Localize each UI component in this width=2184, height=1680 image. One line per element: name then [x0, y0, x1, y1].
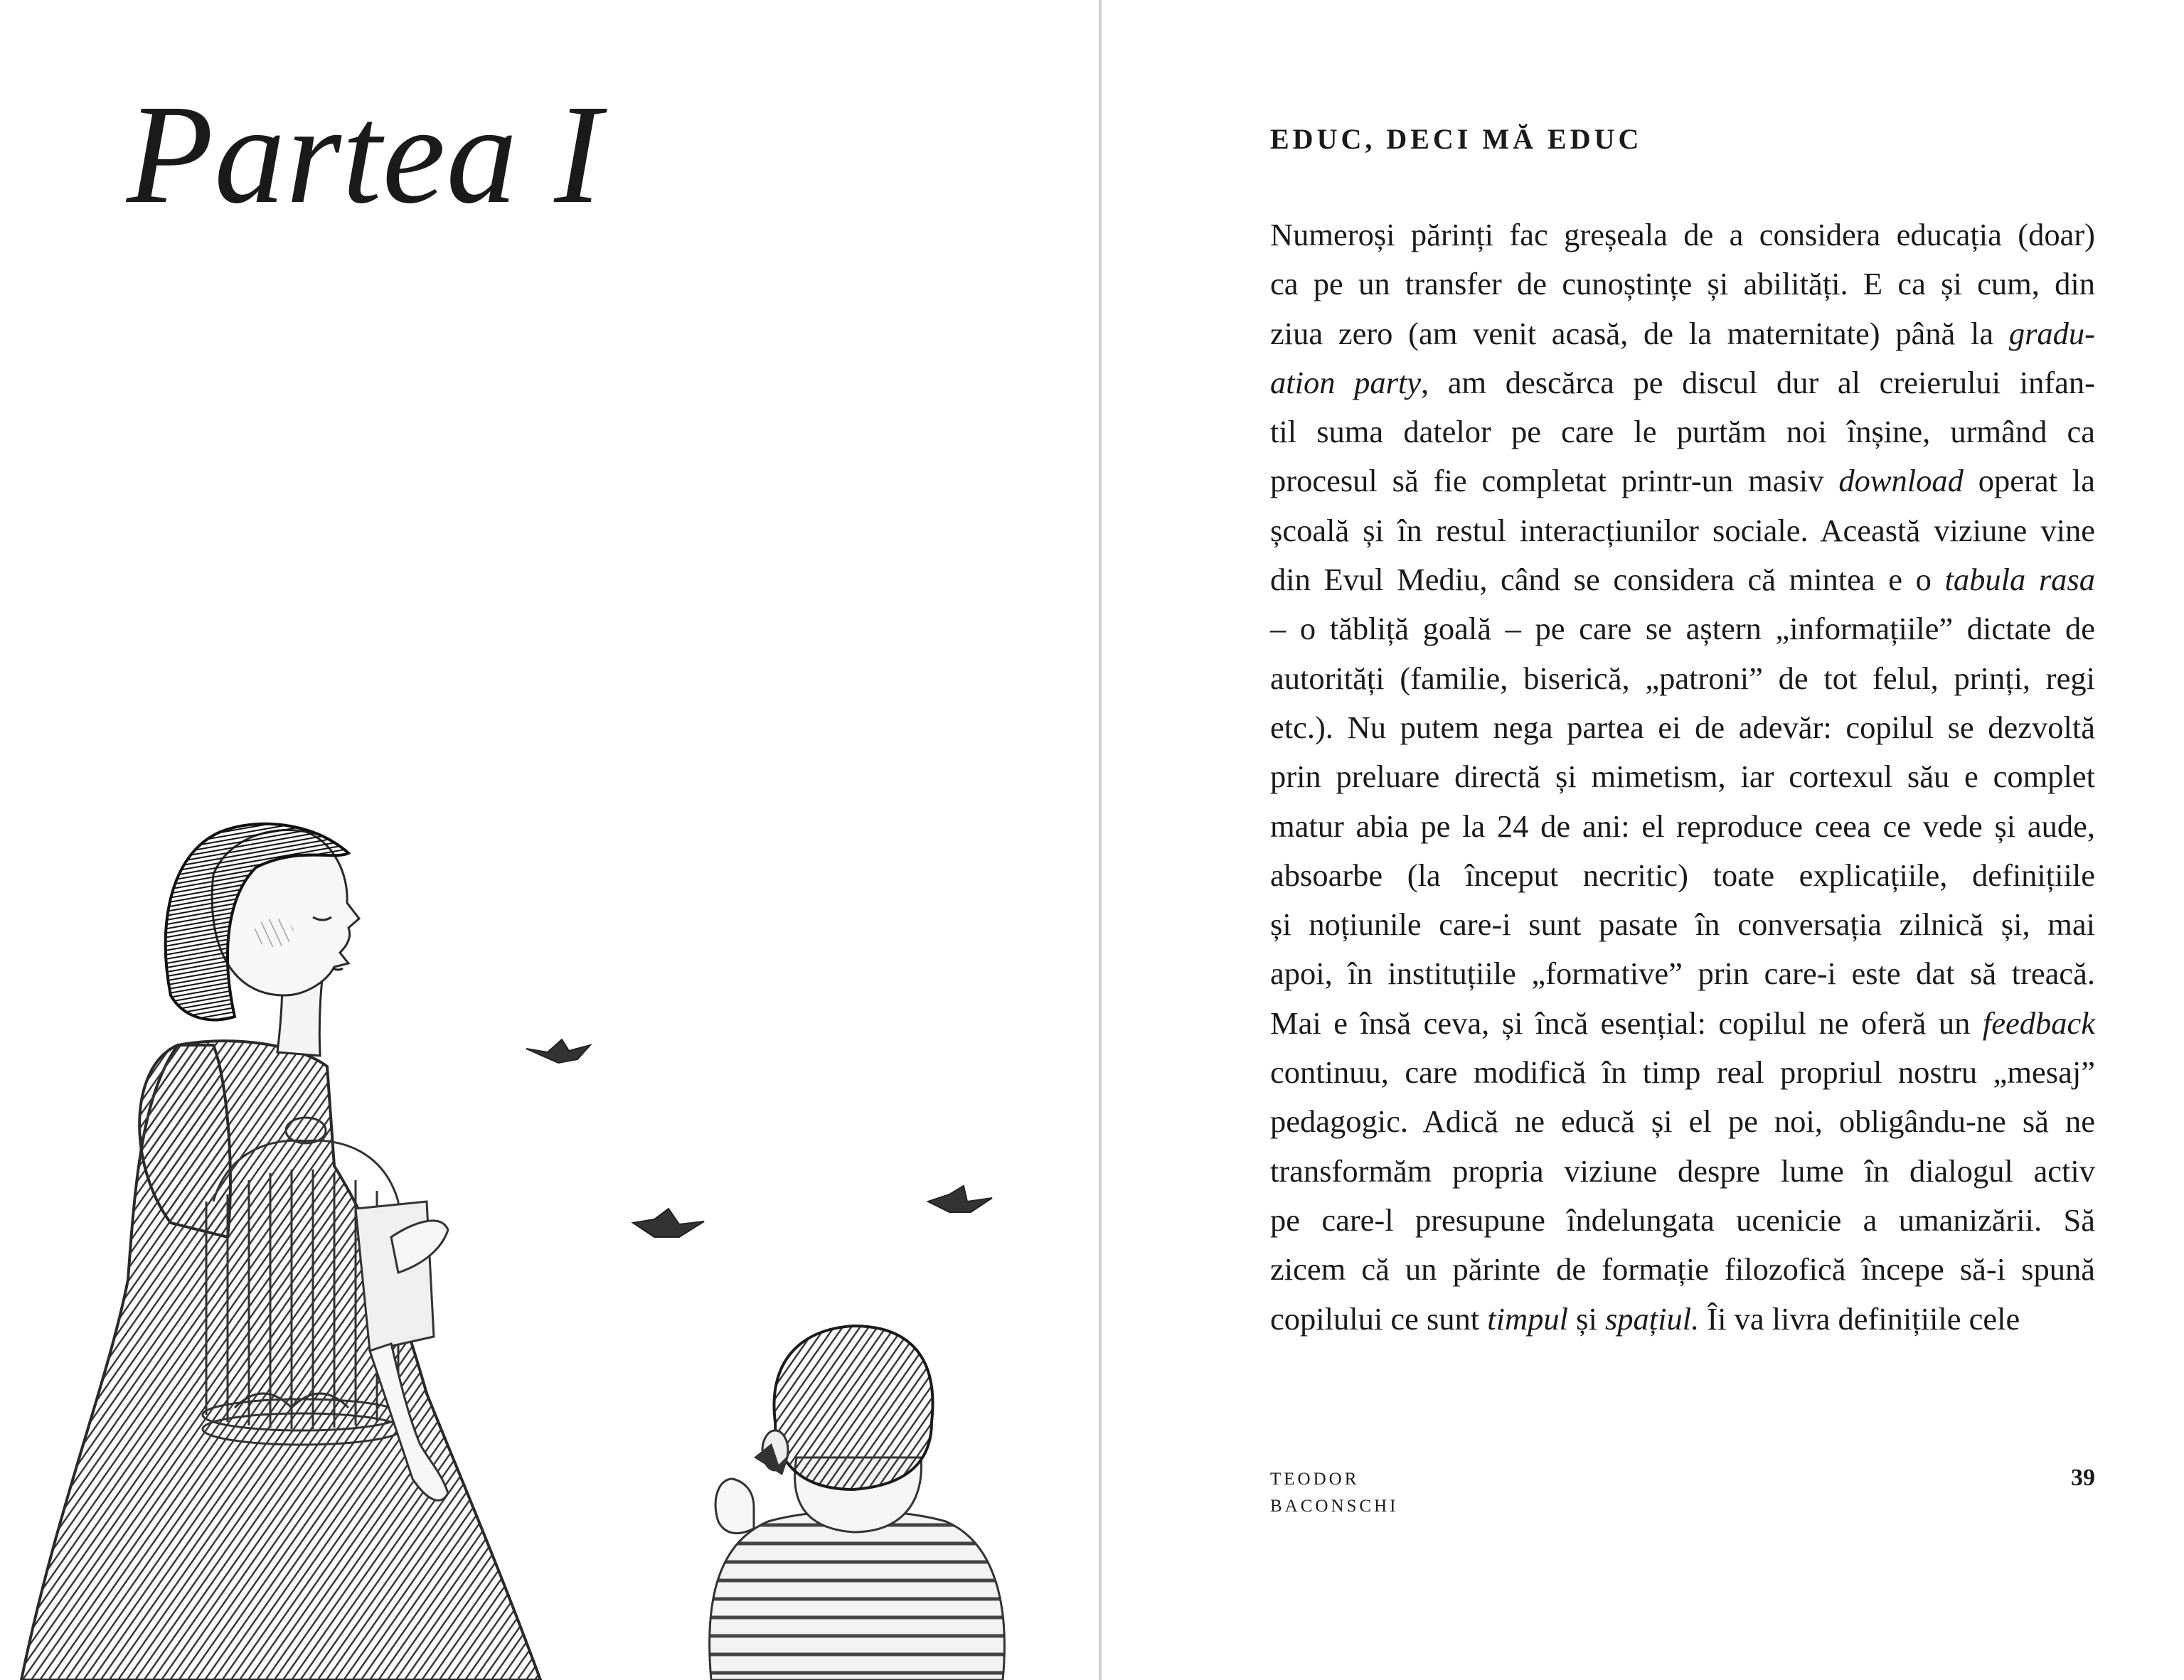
- body-line: [1270, 260, 2095, 309]
- body-line: [1270, 999, 2095, 1048]
- body-line: [1270, 604, 2095, 653]
- body-line: [1270, 1048, 2095, 1097]
- body-line: [1270, 506, 2095, 555]
- text-run: matur abia pe la 24 de ani: el reproduce ceea ce vede și aude,: [1270, 808, 2095, 844]
- body-line: [1270, 309, 2095, 358]
- body-line: [1270, 1196, 2095, 1245]
- body-line: [1270, 900, 2095, 949]
- body-line: [1270, 1097, 2095, 1146]
- text-run: ca pe un transfer de cunoștințe și abilități. E ca și cum, din: [1270, 266, 2095, 302]
- text-run: til suma datelor pe care le purtăm noi înșine, urmând ca: [1270, 414, 2095, 450]
- body-line: [1270, 407, 2095, 456]
- text-run: apoi, în instituțiile „formative” prin care-i este dat să treacă.: [1270, 956, 2095, 992]
- text-run: din Evul Mediu, când se considera că mintea e o: [1270, 562, 1945, 598]
- text-run: autorități (familie, biserică, „patroni” de tot felul, prinți, regi: [1270, 660, 2095, 696]
- text-run: – o tăbliță goală – pe care se aștern „informațiile” dictate de: [1270, 611, 2095, 647]
- body-line: [1270, 949, 2095, 998]
- section-title: EDUC, DECI MĂ EDUC: [1270, 123, 1643, 155]
- text-run: pe care-l presupune îndelungata ucenicie a umanizării. Să: [1270, 1202, 2095, 1238]
- child-figure: [710, 1326, 1005, 1680]
- birds: [526, 1039, 992, 1237]
- part-title: Partea I: [127, 76, 602, 233]
- body-line: [1270, 752, 2095, 801]
- text-run: zicem că un părinte de formație filozofică începe să-i spună: [1270, 1251, 2095, 1288]
- italic-term: download: [1838, 463, 1964, 499]
- text-run: ziua zero (am venit acasă, de la maternitate) până la: [1270, 315, 2009, 351]
- body-line: [1270, 1295, 2095, 1344]
- text-run: și noțiunile care-i sunt pasate în conversația zilnică și, mai: [1270, 906, 2095, 943]
- text-run: Îi va livra definițiile cele: [1699, 1300, 2020, 1337]
- italic-term: timpul: [1487, 1300, 1568, 1337]
- right-page: [1102, 0, 2184, 1680]
- page-number: 39: [2071, 1465, 2095, 1491]
- body-text: [1270, 210, 2095, 1344]
- italic-term: feedback: [1982, 1005, 2095, 1041]
- body-line: [1270, 456, 2095, 505]
- italic-term: tabula rasa: [1944, 562, 2095, 598]
- body-line: [1270, 555, 2095, 604]
- text-run: transformăm propria viziune despre lume în dialogul activ: [1270, 1152, 2095, 1189]
- text-run: școală și în restul interacțiunilor sociale. Această viziune vine: [1270, 512, 2095, 548]
- text-run: pedagogic. Adică ne educă și el pe noi, obligându-ne să ne: [1270, 1103, 2095, 1140]
- body-line: [1270, 654, 2095, 703]
- text-run: prin preluare directă și mimetism, iar cortexul său e complet: [1270, 759, 2095, 795]
- body-line: [1270, 1245, 2095, 1294]
- italic-term: gradu-: [2008, 315, 2095, 351]
- body-line: [1270, 851, 2095, 900]
- woman-figure: [21, 824, 540, 1680]
- author-last-name: BACONSCHI: [1270, 1497, 1399, 1516]
- text-run: continuu, care modifică în timp real propriul nostru „mesaj”: [1270, 1054, 2095, 1091]
- body-line: [1270, 358, 2095, 407]
- italic-term: ation party: [1270, 364, 1422, 400]
- text-run: Numeroși părinți fac greșeala de a considera educația (doar): [1270, 217, 2095, 252]
- text-run: Mai e însă ceva, și încă esențial: copilul ne oferă un: [1270, 1005, 1983, 1041]
- text-run: absoarbe (la început necritic) toate explicațiile, definițiile: [1270, 857, 2095, 893]
- author-name: [1270, 1466, 1398, 1520]
- italic-term: spațiul.: [1604, 1300, 1700, 1337]
- text-run: și: [1568, 1300, 1605, 1337]
- body-line: [1270, 802, 2095, 851]
- body-line: [1270, 1147, 2095, 1196]
- text-run: etc.). Nu putem nega partea ei de adevăr: copilul se dezvoltă: [1270, 709, 2095, 745]
- body-line: [1270, 210, 2095, 260]
- text-run: procesul să fie completat printr-un masiv: [1270, 463, 1839, 499]
- author-first-name: TEODOR: [1270, 1470, 1360, 1489]
- text-run: copilului ce sunt: [1270, 1300, 1488, 1337]
- text-run: operat la: [1963, 463, 2095, 499]
- text-run: , am descărca pe discul dur al creierului infan-: [1421, 364, 2095, 400]
- body-line: [1270, 703, 2095, 752]
